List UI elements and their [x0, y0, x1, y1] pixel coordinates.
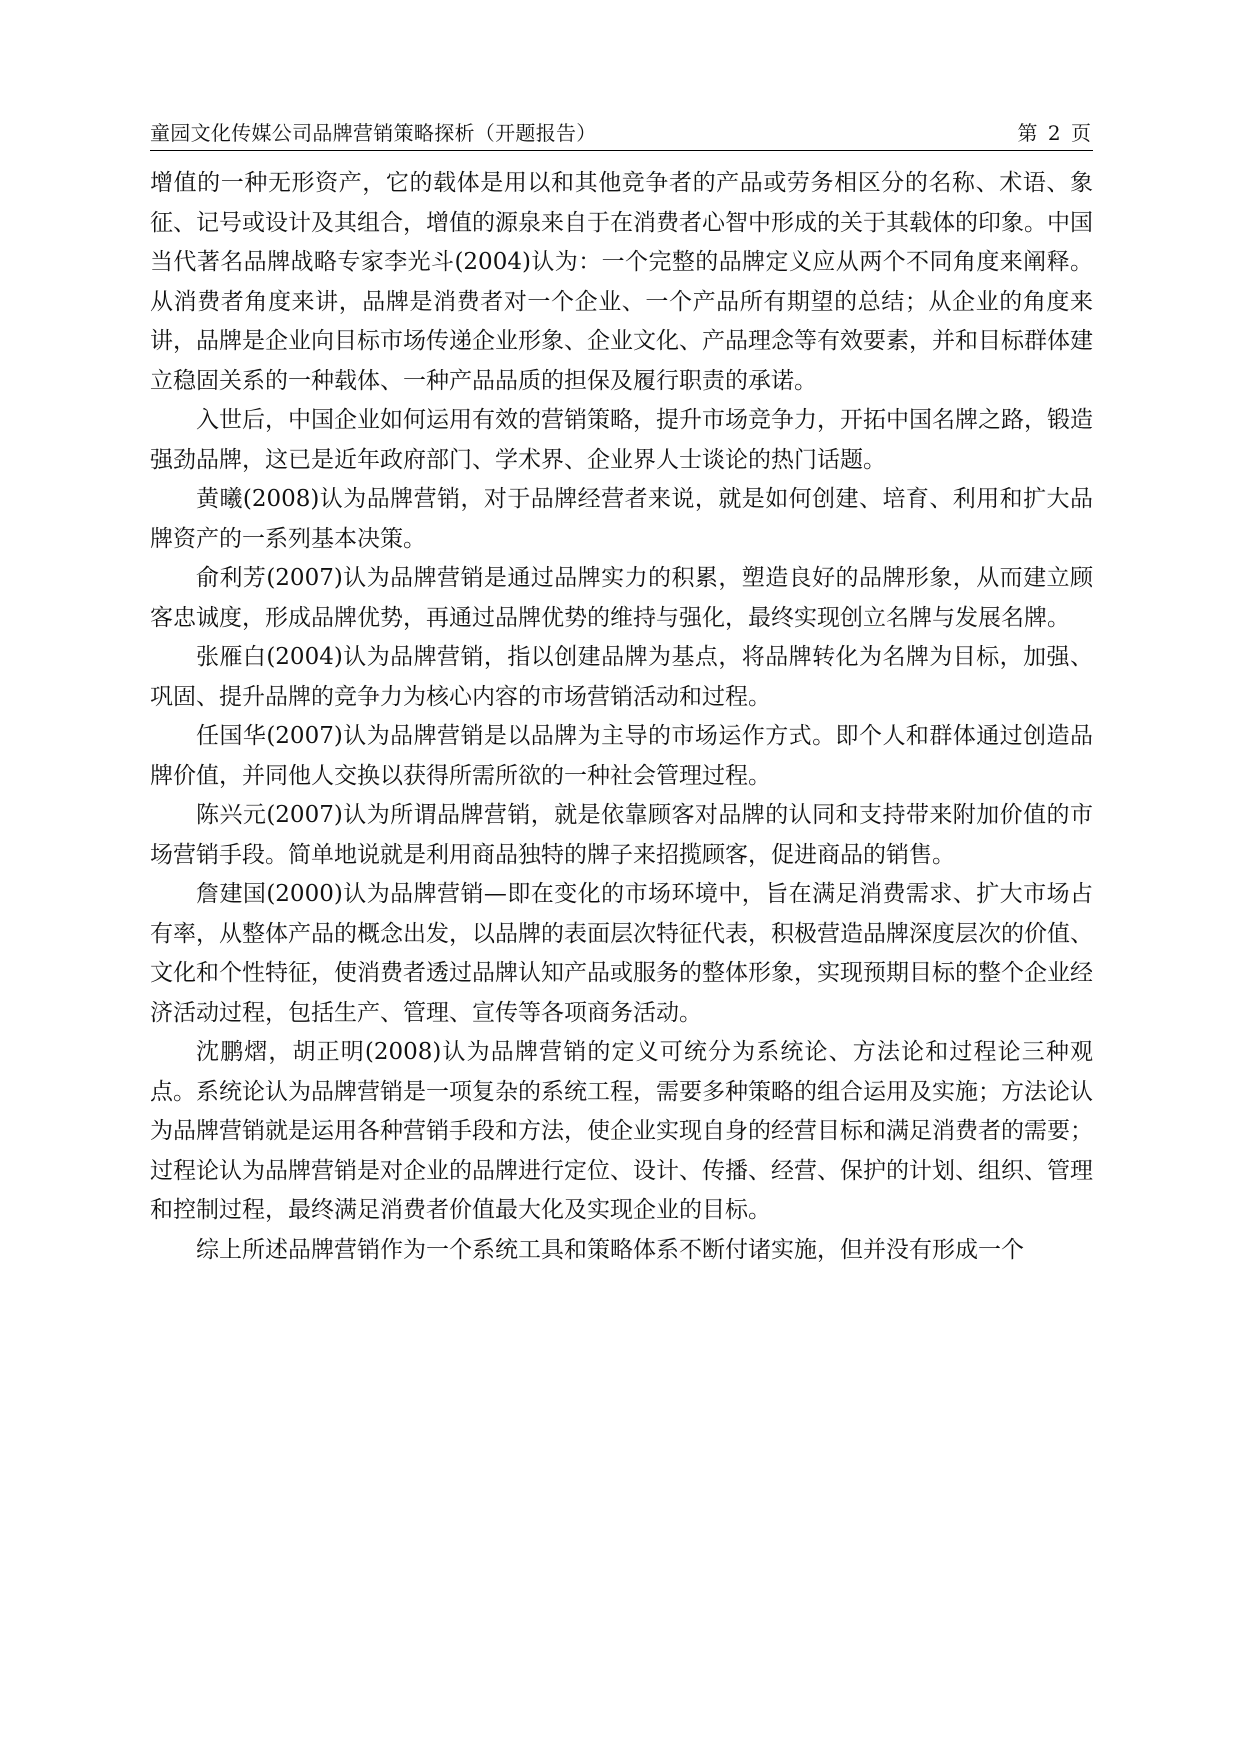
- paragraph: 综上所述品牌营销作为一个系统工具和策略体系不断付诸实施，但并没有形成一个: [196, 1236, 1024, 1263]
- paragraph: 黄曦(2008)认为品牌营销，对于品牌经营者来说，就是如何创建、培育、利用和扩大品牌资产的一系列基本决策。: [150, 486, 1093, 552]
- paragraph: 张雁白(2004)认为品牌营销，指以创建品牌为基点，将品牌转化为名牌为目标，加强、巩固、提升品牌的竞争力为核心内容的市场营销活动和过程。: [150, 644, 1093, 710]
- header-title: 童园文化传媒公司品牌营销策略探析（开题报告）: [150, 121, 597, 145]
- paragraph: 沈鹏熠，胡正明(2008)认为品牌营销的定义可统分为系统论、方法论和过程论三种观点。系统论认为品牌营销是一项复杂的系统工程，需要多种策略的组合运用及实施；方法论认为品牌营销就是运用各种营销手段和方法，使企业实现自身的经营目标和满足消费者的需要；过程论认为品牌营销是对企业的品牌进行定位、设计、传播、经营、保护的计划、组织、管理和控制过程，最终满足消费者价值最大化及实现企业的目标。: [150, 1039, 1093, 1223]
- paragraph: 入世后，中国企业如何运用有效的营销策略，提升市场竞争力，开拓中国名牌之路，锻造强劲品牌，这已是近年政府部门、学术界、企业界人士谈论的热门话题。: [150, 407, 1093, 473]
- paragraph: 增值的一种无形资产，它的载体是用以和其他竞争者的产品或劳务相区分的名称、术语、象征、记号或设计及其组合，增值的源泉来自于在消费者心智中形成的关于其载体的印象。中国当代著名品牌战略专家李光斗(2004)认为：一个完整的品牌定义应从两个不同角度来阐释。从消费者角度来讲，品牌是消费者对一个企业、一个产品所有期望的总结；从企业的角度来讲，品牌是企业向目标市场传递企业形象、企业文化、产品理念等有效要素，并和目标群体建立稳固关系的一种载体、一种产品品质的担保及履行职责的承诺。: [150, 170, 1093, 394]
- document-body: [150, 164, 1093, 1270]
- paragraph: 任国华(2007)认为品牌营销是以品牌为主导的市场运作方式。即个人和群体通过创造品牌价值，并同他人交换以获得所需所欲的一种社会管理过程。: [150, 723, 1093, 789]
- paragraph: 俞利芳(2007)认为品牌营销是通过品牌实力的积累，塑造良好的品牌形象，从而建立顾客忠诚度，形成品牌优势，再通过品牌优势的维持与强化，最终实现创立名牌与发展名牌。: [150, 565, 1093, 631]
- page-number: 第 2 页: [1017, 121, 1093, 145]
- page-header: [150, 118, 1093, 151]
- paragraph: 詹建国(2000)认为品牌营销—即在变化的市场环境中，旨在满足消费需求、扩大市场占有率，从整体产品的概念出发，以品牌的表面层次特征代表，积极营造品牌深度层次的价值、文化和个性特征，使消费者透过品牌认知产品或服务的整体形象，实现预期目标的整个企业经济活动过程，包括生产、管理、宣传等各项商务活动。: [150, 881, 1093, 1026]
- paragraph: 陈兴元(2007)认为所谓品牌营销，就是依靠顾客对品牌的认同和支持带来附加价值的市场营销手段。简单地说就是利用商品独特的牌子来招揽顾客，促进商品的销售。: [150, 802, 1093, 868]
